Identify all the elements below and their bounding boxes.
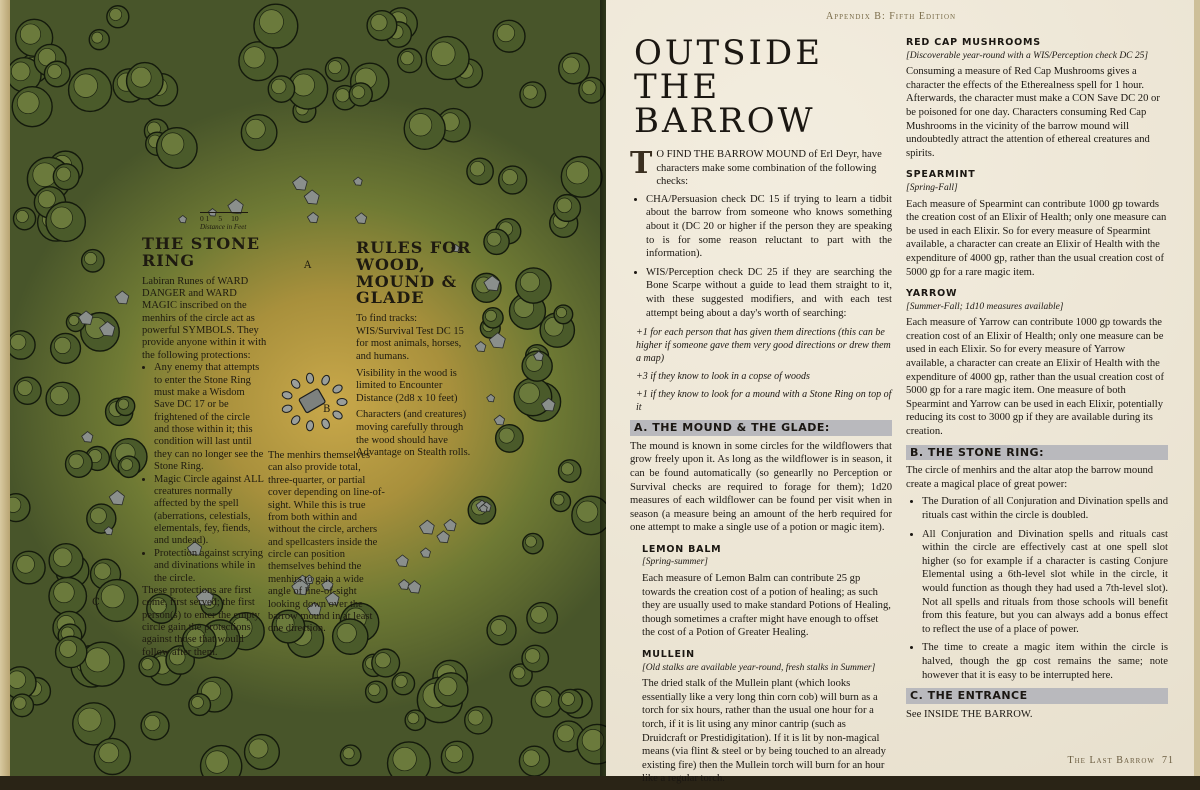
tree-highlight: [69, 454, 84, 469]
intro-text: O FIND THE BARROW MOUND of Erl Deyr, have characters make some combination of the following checks:: [656, 149, 882, 188]
tree-highlight: [408, 713, 419, 724]
tree-highlight: [162, 133, 184, 155]
rock: [487, 394, 495, 401]
herb-season: [Discoverable year-round with a WIS/Perception check DC 25]: [906, 50, 1149, 61]
herb-title-red-cap: RED CAP MUSHROOMS: [906, 37, 1041, 48]
title-line-1: OUTSIDE: [634, 33, 824, 73]
stone-ring-list: [142, 362, 267, 585]
tree-highlight: [519, 383, 540, 404]
section-a-body: The mound is known in some circles for the wildflowers that grow freely upon it. As long as the wildflower is in season, it can be found automatically (so genearlly no Perception or Survival checks are required to forage for them); 1d20 measures of each wildflower can be found per visit when in season (a measure being an amount of the herb required for one attempt to make a single use of a potion or magic item).: [630, 440, 892, 534]
herb-title-mullein: MULLEIN: [642, 649, 695, 661]
check-item: • WIS/Perception check DC 25 if they are searching the Bone Scarpe without a guide to lead them straight to it, with these suggested modifiers, and with each test attempt being about a day's worth of searching:: [646, 266, 892, 320]
herb-season: [Summer-Fall; 1d10 measures available]: [906, 301, 1064, 312]
tree-highlight: [557, 198, 572, 213]
herb-body: Consuming a measure of Red Cap Mushrooms gives a character the effects of the Etherealness spell for 1 hour. Afterwards, the character must make a CON Save DC 20 or be poisoned for one day. Characters consuming Red Cap Mushrooms in the vicinity of the barrow mound will undoubtedly attract the attention of ethereal creatures and spirits.: [906, 66, 1160, 159]
stone-ring-effects: [906, 495, 1168, 682]
section-b-body: The circle of menhirs and the altar atop the barrow mound create a magical place of great power:: [906, 465, 1154, 490]
tree-highlight: [499, 428, 514, 443]
rock: [475, 342, 486, 352]
tree-highlight: [17, 92, 39, 114]
tree-highlight: [470, 161, 484, 175]
tree-highlight: [259, 10, 283, 34]
scale-bar: [200, 212, 248, 213]
rock: [408, 581, 421, 593]
rock: [82, 432, 93, 443]
map-marker-c: C: [92, 597, 100, 608]
rock: [109, 490, 124, 504]
distance-scale: [200, 212, 248, 231]
tree-highlight: [10, 334, 26, 350]
scale-tick: 0 1: [200, 214, 210, 223]
menhir: [290, 378, 302, 390]
tree-highlight: [343, 748, 354, 759]
page-footer: [1068, 754, 1175, 768]
check-list: [630, 193, 892, 320]
text-page: [606, 0, 1200, 785]
tree-highlight: [272, 79, 286, 93]
tree-highlight: [563, 57, 580, 74]
altar-stone: [299, 388, 326, 413]
herb-title-lemon-balm: LEMON BALM: [642, 543, 722, 555]
right-column: [906, 36, 1168, 725]
page-number: 71: [1162, 755, 1174, 767]
modifier: +1 if they know to look for a mound with a Stone Ring on top of it: [636, 389, 892, 414]
tree-highlight: [502, 170, 517, 185]
tree-highlight: [557, 725, 574, 742]
tree-highlight: [445, 745, 462, 762]
menhir: [331, 409, 343, 420]
tree-highlight: [395, 675, 407, 687]
tree-highlight: [16, 210, 28, 222]
tree-highlight: [556, 307, 566, 317]
modifier: +1 for each person that has given them directions (this can be higher if someone gave them very good directions or drew them a map): [636, 327, 891, 365]
stone-ring-bullet: • Magic Circle against ALL creatures normally affected by the spell (aberrations, celestials, elementals, fey, fiends, and undead).: [154, 474, 267, 548]
tree-highlight: [54, 337, 70, 353]
tree-highlight: [582, 81, 596, 95]
tree-highlight: [121, 459, 133, 471]
map-marker-a: A: [304, 260, 312, 271]
herb-body: The dried stalk of the Mullein plant (which looks essentially like a very long thin corn cob) will burn as a torch for six hours, rather than the usual one hour for a torch, if it is lit using any minor cantrip (such as Druidcraft or Prestidigitation). If it is lit by non-magical means (via flint & steel or by being touched to an already existing fire) then the Mullein torch will burn for an hour like a regular torch.: [642, 678, 886, 785]
footer-title: The Last Barrow: [1067, 755, 1155, 767]
tree-highlight: [48, 64, 62, 78]
section-a-heading: A. THE MOUND & THE GLADE:: [630, 420, 892, 436]
tree-highlight: [293, 74, 315, 96]
tree-highlight: [513, 667, 525, 679]
tree-highlight: [74, 74, 98, 98]
tree-highlight: [393, 747, 417, 771]
rock: [179, 215, 187, 222]
tree-highlight: [535, 691, 552, 708]
section-b-heading: B. THE STONE RING:: [906, 445, 1168, 461]
scale-tick: 10: [231, 214, 239, 223]
tree-highlight: [525, 536, 536, 547]
scale-label: Distance in Feet: [200, 223, 247, 231]
tree-highlight: [577, 501, 598, 522]
tree-highlight: [491, 619, 507, 635]
tree-highlight: [553, 494, 564, 505]
herb-title-yarrow: YARROW: [906, 288, 958, 300]
cover-text: The menhirs themselves can also provide total, three-quarter, or partial cover depending on line-of-sight. While this is true from both within and without the circle, archers and spellcasters inside the circle can position themselves behind the menhirs to gain a wide angle of line-of-sight looking down over the barrow mound in at least one direction.: [268, 450, 385, 635]
rock: [444, 519, 456, 530]
tree-highlight: [328, 61, 341, 74]
title-line-2: THE BARROW: [634, 67, 816, 141]
stone-ring-bullet: • Any enemy that attempts to enter the Stone Ring must make a Wisdom Save DC 17 or be frightened of the circle and those within it; this condition will last until they can no longer see the Stone Ring.: [154, 362, 267, 473]
tree-highlight: [101, 585, 124, 608]
tree-highlight: [431, 42, 455, 66]
tree-highlight: [206, 751, 229, 774]
section-c-heading: C. THE ENTRANCE: [906, 688, 1168, 704]
tree-highlight: [50, 386, 68, 404]
stone-ring-bullet: • Protection against scrying and divinations while in the circle.: [154, 548, 267, 585]
rock: [304, 190, 319, 204]
rock: [355, 213, 366, 224]
tree-highlight: [86, 648, 110, 672]
rock: [437, 531, 449, 543]
check-item: • CHA/Persuasion check DC 15 if trying to learn a tidbit about the barrow from someone who knows something about it (DC 20 or higher if the person they are speaking to is for some reason reluctant to part with the information).: [646, 193, 892, 261]
tree-highlight: [131, 67, 151, 87]
effect-item: • All Conjuration and Divination spells and rituals cast within the circle are effectively cast at one spell slot higher (so for example if a character is casting Conjure Elemental using a 6th-level slot while in the circle, it would function as though they had used a 7th-level slot). Not all spells and rituals from those schools will benefit from this feature, but you can always add a bonus effect to reflect the use of a place of power.: [922, 528, 1168, 637]
tree-highlight: [11, 62, 30, 81]
effect-item: • The time to create a magic item within the circle is halved, though the gp cost remains the same; note however that it is easy to be interrupted here.: [922, 641, 1168, 682]
rock: [307, 212, 318, 222]
page-title: [634, 33, 892, 141]
modifier: +3 if they know to look in a copse of woods: [636, 371, 810, 383]
tree-highlight: [336, 89, 349, 102]
stone-ring-body: Labiran Runes of WARD DANGER and WARD MAGIC inscribed on the menhirs of the circle act as powerful SYMBOLS. They provide anyone within it with the following protections:: [142, 275, 267, 361]
map-marker-b: B: [323, 404, 331, 415]
herb-season: [Spring-Fall]: [906, 182, 958, 193]
rock: [293, 176, 308, 190]
menhir: [290, 414, 302, 426]
rock: [354, 177, 363, 185]
tree-highlight: [352, 86, 365, 99]
herb-season: [Spring-summer]: [642, 557, 708, 568]
tree-highlight: [246, 119, 266, 139]
tree-highlight: [520, 272, 539, 291]
tree-highlight: [51, 207, 73, 229]
rock: [399, 580, 409, 590]
drop-cap: T: [630, 146, 653, 181]
stone-ring-title: THE STONE RING: [142, 234, 261, 270]
rock: [396, 555, 408, 567]
running-head: Appendix B: Fifth Edition: [826, 11, 957, 22]
tree-highlight: [110, 8, 122, 20]
menhir: [320, 418, 331, 430]
tree-highlight: [525, 649, 540, 664]
tree-highlight: [192, 697, 204, 709]
tree-highlight: [438, 677, 457, 696]
tree-highlight: [59, 640, 76, 657]
herb-season: [Old stalks are available year-round, fresh stalks in Summer]: [642, 662, 876, 673]
menhir: [331, 383, 343, 394]
tree-highlight: [54, 582, 75, 603]
tree-highlight: [99, 743, 119, 763]
rock: [421, 548, 431, 557]
page-edge-right: [1194, 0, 1200, 776]
herb-body: Each measure of Spearmint can contribute 1000 gp towards the creation cost of an Elixir of Health; only one measure can be used in each Elixir. So for every measure of Spearmint available, a character can create an Elixir of Health with the expenditure of 4000 gp, rather than the usual creation cost of 5000 gp for a rare magic item.: [906, 198, 1167, 278]
tree-highlight: [92, 32, 103, 43]
left-column: [630, 33, 892, 790]
rules-line: Characters (and creatures) moving carefully through the wood should have Advantage on Stealth rolls.: [356, 409, 471, 459]
menhir: [337, 399, 347, 406]
tree-highlight: [409, 114, 431, 136]
herb-title-spearmint: SPEARMINT: [906, 169, 976, 181]
map-page: [0, 0, 606, 776]
tree-highlight: [244, 47, 265, 68]
menhir: [281, 404, 293, 414]
tree-highlight: [497, 24, 515, 42]
rules-line: Visibility in the wood is limited to Encounter Distance (2d8 x 10 feet): [356, 367, 458, 404]
tree-highlight: [78, 708, 101, 731]
tree-highlight: [145, 715, 160, 730]
tree-highlight: [401, 52, 414, 65]
tree-highlight: [57, 167, 71, 181]
tree-highlight: [375, 653, 390, 668]
herb-body: Each measure of Yarrow can contribute 1000 gp towards the creation cost of an Elixir of Health; only one measure can be used in each Elixir. So for every measure of Yarrow available, a character can create an Elixir of Health with the expenditure of 4000 gp, rather than the usual creation cost of 5000 gp for a rare magic item. One measure of both Spearmint and Yarrow can be used in each Elixir, potentially reducing its cost to 3000 gp if they are available during its creation.: [906, 317, 1164, 438]
tree-highlight: [485, 310, 496, 321]
tree-highlight: [17, 555, 35, 573]
menhir: [306, 420, 314, 431]
stone-ring-box: [142, 236, 267, 659]
scale-tick: 5: [218, 214, 223, 223]
tree-highlight: [142, 658, 153, 669]
tree-highlight: [561, 463, 573, 475]
tree-highlight: [94, 563, 110, 579]
tree-highlight: [523, 85, 537, 99]
rock: [115, 291, 129, 304]
tree-highlight: [38, 191, 55, 208]
tree-highlight: [487, 232, 501, 246]
tree-highlight: [566, 162, 588, 184]
page-edge: [0, 0, 10, 776]
tree-highlight: [468, 710, 483, 725]
tree-highlight: [17, 381, 32, 396]
tree-highlight: [8, 671, 26, 689]
tree-highlight: [561, 692, 574, 705]
tree-highlight: [523, 750, 539, 766]
battle-map: [0, 0, 606, 776]
menhir: [320, 374, 331, 386]
tree-highlight: [90, 508, 106, 524]
rules-box: [356, 240, 476, 464]
section-c-body: See INSIDE THE BARROW.: [906, 708, 1033, 720]
menhir: [281, 390, 293, 400]
rules-title: RULES FOR WOOD, MOUND & GLADE: [356, 238, 472, 308]
tree-highlight: [53, 548, 72, 567]
rock: [420, 520, 435, 534]
tree-highlight: [84, 252, 96, 264]
tree-highlight: [14, 697, 26, 709]
tree-highlight: [371, 14, 387, 30]
tree-highlight: [249, 739, 268, 758]
rock: [494, 415, 504, 425]
tree-highlight: [69, 315, 79, 325]
tree-highlight: [20, 24, 40, 44]
herb-body: Each measure of Lemon Balm can contribute 25 gp towards the creation cost of a potion of healing; as such they are usually used to make standard Potions of Healing, though sometimes a crafter might have enough to offset the cost of a Potion of Greater Healing.: [642, 573, 891, 639]
tree-highlight: [118, 399, 128, 409]
effect-item: • The Duration of all Conjuration and Divination spells and rituals cast within the circle is doubled.: [922, 495, 1168, 522]
rules-line: To find tracks: WIS/Survival Test DC 15 for most animals, horses, and humans.: [356, 313, 464, 362]
tree-highlight: [368, 684, 380, 696]
intro-paragraph: [630, 148, 892, 189]
stone-ring-tail: These protections are first come, first served; the first person(s) to enter the empty circle gain the protections against those that would follow after them.: [142, 584, 260, 658]
menhir: [306, 373, 314, 384]
tree-highlight: [531, 606, 548, 623]
